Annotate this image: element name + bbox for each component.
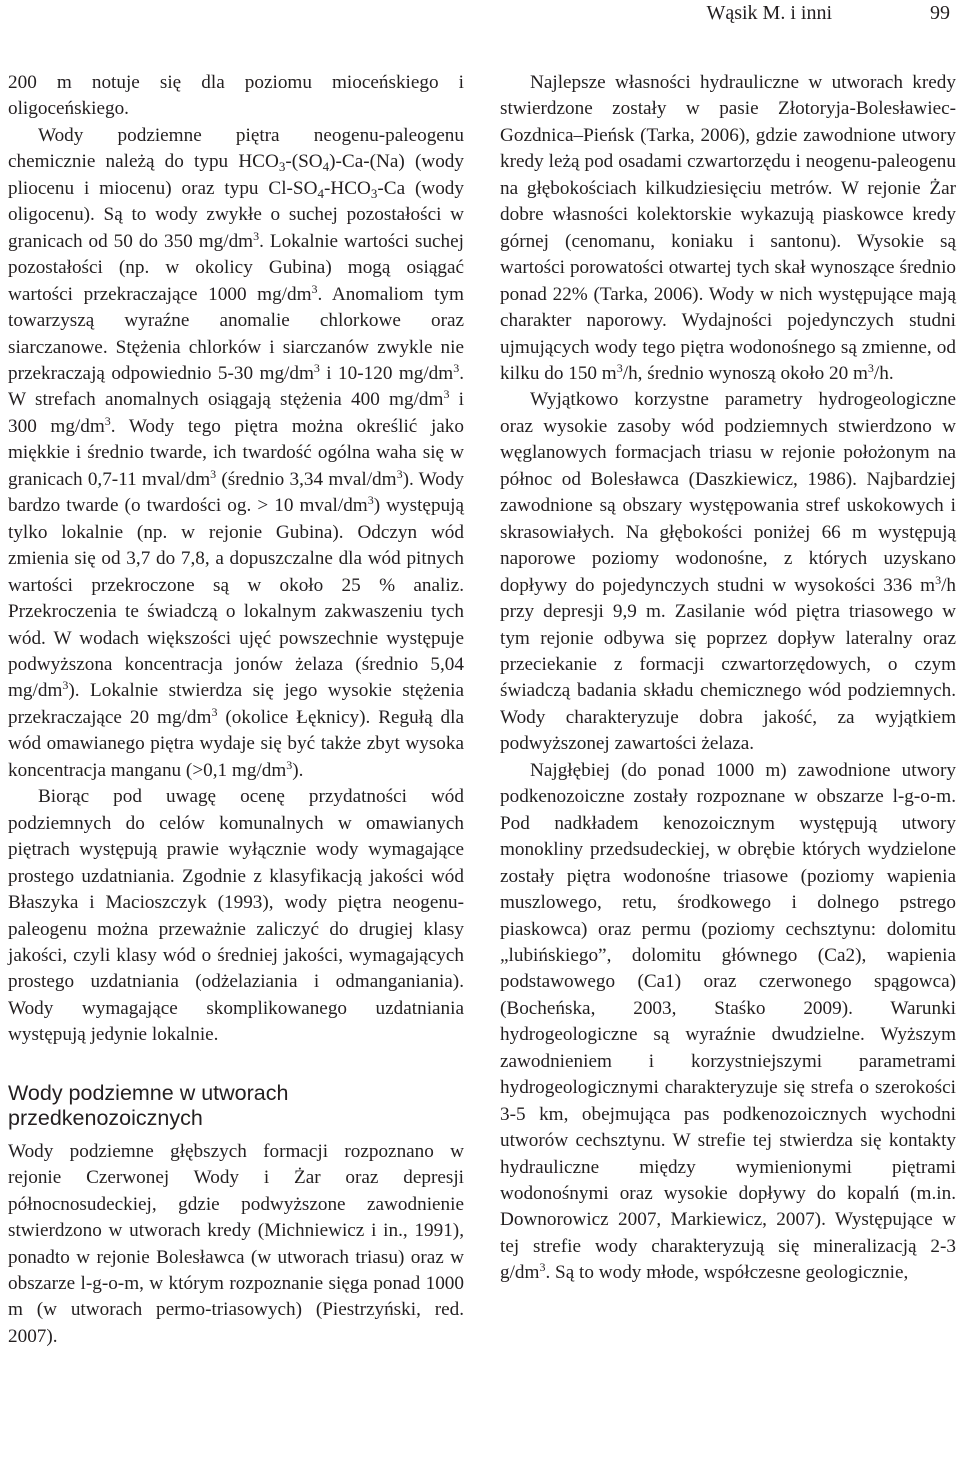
section-heading: Wody podziemne w utworach przedkenozoicznych [8, 1080, 289, 1130]
right-column [500, 70, 956, 1287]
paragraph-triassic: Wyjątkowo korzystne parametry hydrogeologiczne oraz wysokie zasoby wód podziemnych stwierdzono w węglanowych formacjach triasu w rejonie położonym na północ od Bolesławca (Daszkiewicz, 1986). Najbardziej zawodnione są obszary występowania stref uskokowych i skrasowiałych. Na głębokości poniżej 66 m występują naporowe poziomy wodonośne, z których uzyskano dopływy do pojedynczych studni w wysokości 336 $m^3/h$ przy depresji 9,9 m. Zasilanie wód piętra triasowego w tym rejonie odbywa się poprzez dopływ lateralny oraz przeciekanie z formacji czwartorzędowych, o czym świadczą badania składu chemicznego wód podziemnych. Wody charakteryzuje dobra jakość, za wyjątkiem podwyższonej zawartości żelaza. [500, 389, 956, 755]
page-header [0, 2, 960, 28]
paragraph-water-quality: Biorąc pod uwagę ocenę przydatności wód podziemnych do celów komunalnych w omawianych piętrach występują prawie wyłącznie wody wymagające prostego uzdatniania. Zgodnie z klasyfikacją jakości wód Błaszyka i Macioszczyk (1993), wody piętra neogenu-paleogenu można przeważnie zaliczyć do drugiej klasy jakości, czyli klasy wód o średniej jakości, wymagających prostego uzdatniania (odżelaziania i odmanganiania). Wody wymagające skomplikowanego uzdatniania występują jedynie lokalnie. [8, 786, 464, 1046]
left-column [8, 70, 464, 1350]
paragraph-deep-formations: Wody podziemne głębszych formacji rozpoznano w rejonie Czerwonej Wody i Żar oraz depresji północnosudeckiej, gdzie podwyższone zawodnienie stwierdzono w utworach kredy (Michniewicz i in., 1991), ponadto w rejonie Bolesławca (w utworach triasu) oraz w obszarze l-g-o-m, w którym rozpoznanie sięga ponad 1000 m (w utworach permo-triasowych) (Piestrzyński, red. 2007). [8, 1140, 464, 1347]
running-head: Wąsik M. i inni [706, 2, 832, 24]
paragraph-continued: 200 m notuje się dla poziomu mioceńskiego i oligoceńskiego. [8, 72, 464, 120]
page-number: 99 [930, 2, 950, 24]
paragraph-hydrochemistry: Wody podziemne piętra neogenu-paleogenu chemicznie należą do typu $HCO_3-(SO_4)-Ca-(Na)$ (wody pliocenu i miocenu) oraz typu $Cl-SO_4-HCO_3-Ca$ (wody oligocenu). Są to wody zwykłe o suchej pozostałości w granicach od 50 do 350 $mg/dm^3$. Lokalnie wartości suchej pozostałości (np. w okolicy Gubina) mogą osiągać wartości przekraczające 1000 $mg/dm^3$. Anomaliom tym towarzyszą wyraźne anomalie chlorkowe oraz siarczanowe. Stężenia chlorków i siarczanów zwykle nie przekraczają odpowiednio 5-30 $mg/dm^3$ i 10-120 $mg/dm^3$. W strefach anomalnych osiągają stężenia 400 $mg/dm^3$ i 300 $mg/dm^3$. Wody tego piętra można określić jako miękkie i średnio twarde, ich twardość ogólna waha się w granicach 0,7-11 mval/$dm^3$ (średnio 3,34 mval/$dm^3$). Wody bardzo twarde (o twardości og. > 10 mval/$dm^3$) występują tylko lokalnie (np. w rejonie Gubina). Odczyn wód zmienia się od 3,7 do 7,8, a dopuszczalne dla wód pitnych wartości przekroczone są w około 25 % analiz. Przekroczenia te świadczą o lokalnym zakwaszeniu tych wód. W wodach większości ujęć powszechnie występuje podwyższona koncentracja jonów żelaza (średnio 5,04 $mg/dm^3$). Lokalnie stwierdza się jego wysokie stężenia przekraczające 20 $mg/dm^3$ (okolice Łęknicy). Regułą dla wód omawianego piętra wydaje się być także zbyt wysoka koncentracja manganu (>0,1 $mg/dm^3$). [8, 124, 465, 781]
paragraph-lgom: Najgłębiej (do ponad 1000 m) zawodnione utwory podkenozoiczne zostały rozpoznane w obszarze l-g-o-m. Pod nadkładem kenozoicznym występują utwory monokliny przedsudeckiej, w obrębie których wydzielone zostały piętra wodonośne triasowe (poziomy wapienia muszlowego, retu, środkowego i dolnego pstrego piaskowca) oraz permu (poziomy cechsztynu: dolomitu „lubińskiego”, dolomitu głównego (Ca2), wapienia podstawowego (Ca1) oraz czerwonego spągowca) (Bocheńska, 2003, Staśko 2009). Warunki hydrogeologiczne są wyraźnie dwudzielne. Wyższym zawodnieniem i korzystniejszymi parametrami hydrogeologicznymi charakteryzuje się strefa o szerokości 3-5 km, obejmująca pas podkenozoicznych wychodni utworów cechsztynu. W strefie tej stwierdza się kontakty hydrauliczne między wymienionymi piętrami wodonośnymi oraz wysokie dopływy do kopalń (m.in. Downorowicz 2007, Markiewicz, 2007). Występujące w tej strefie wody charakteryzują się mineralizacją 2-3 $g/dm^3$. Są to wody młode, współczesne geologicznie, [500, 759, 956, 1284]
paragraph-cretaceous: Najlepsze własności hydrauliczne w utworach kredy stwierdzone zostały w pasie Złotoryja-Bolesławiec-Gozdnica–Pieńsk (Tarka, 2006), gdzie zawodnione utwory kredy leżą pod osadami czwartorzędu i neogenu-paleogenu na głębokościach kilkudziesięciu metrów. W rejonie Żar dobre własności kolektorskie wykazują piaskowce kredy górnej (cenomanu, koniaku i santonu). Wysokie są wartości porowatości otwartej tych skał wynoszące średnio ponad 22% (Tarka, 2006). Wody w nich występujące mają charakter naporowy. Wydajności pojedynczych studni ujmujących wody tego piętra wodonośnego są zmienne, od kilku do 150 $m^3/h$, średnio wynoszą około 20 $m^3/h$. [500, 72, 956, 384]
